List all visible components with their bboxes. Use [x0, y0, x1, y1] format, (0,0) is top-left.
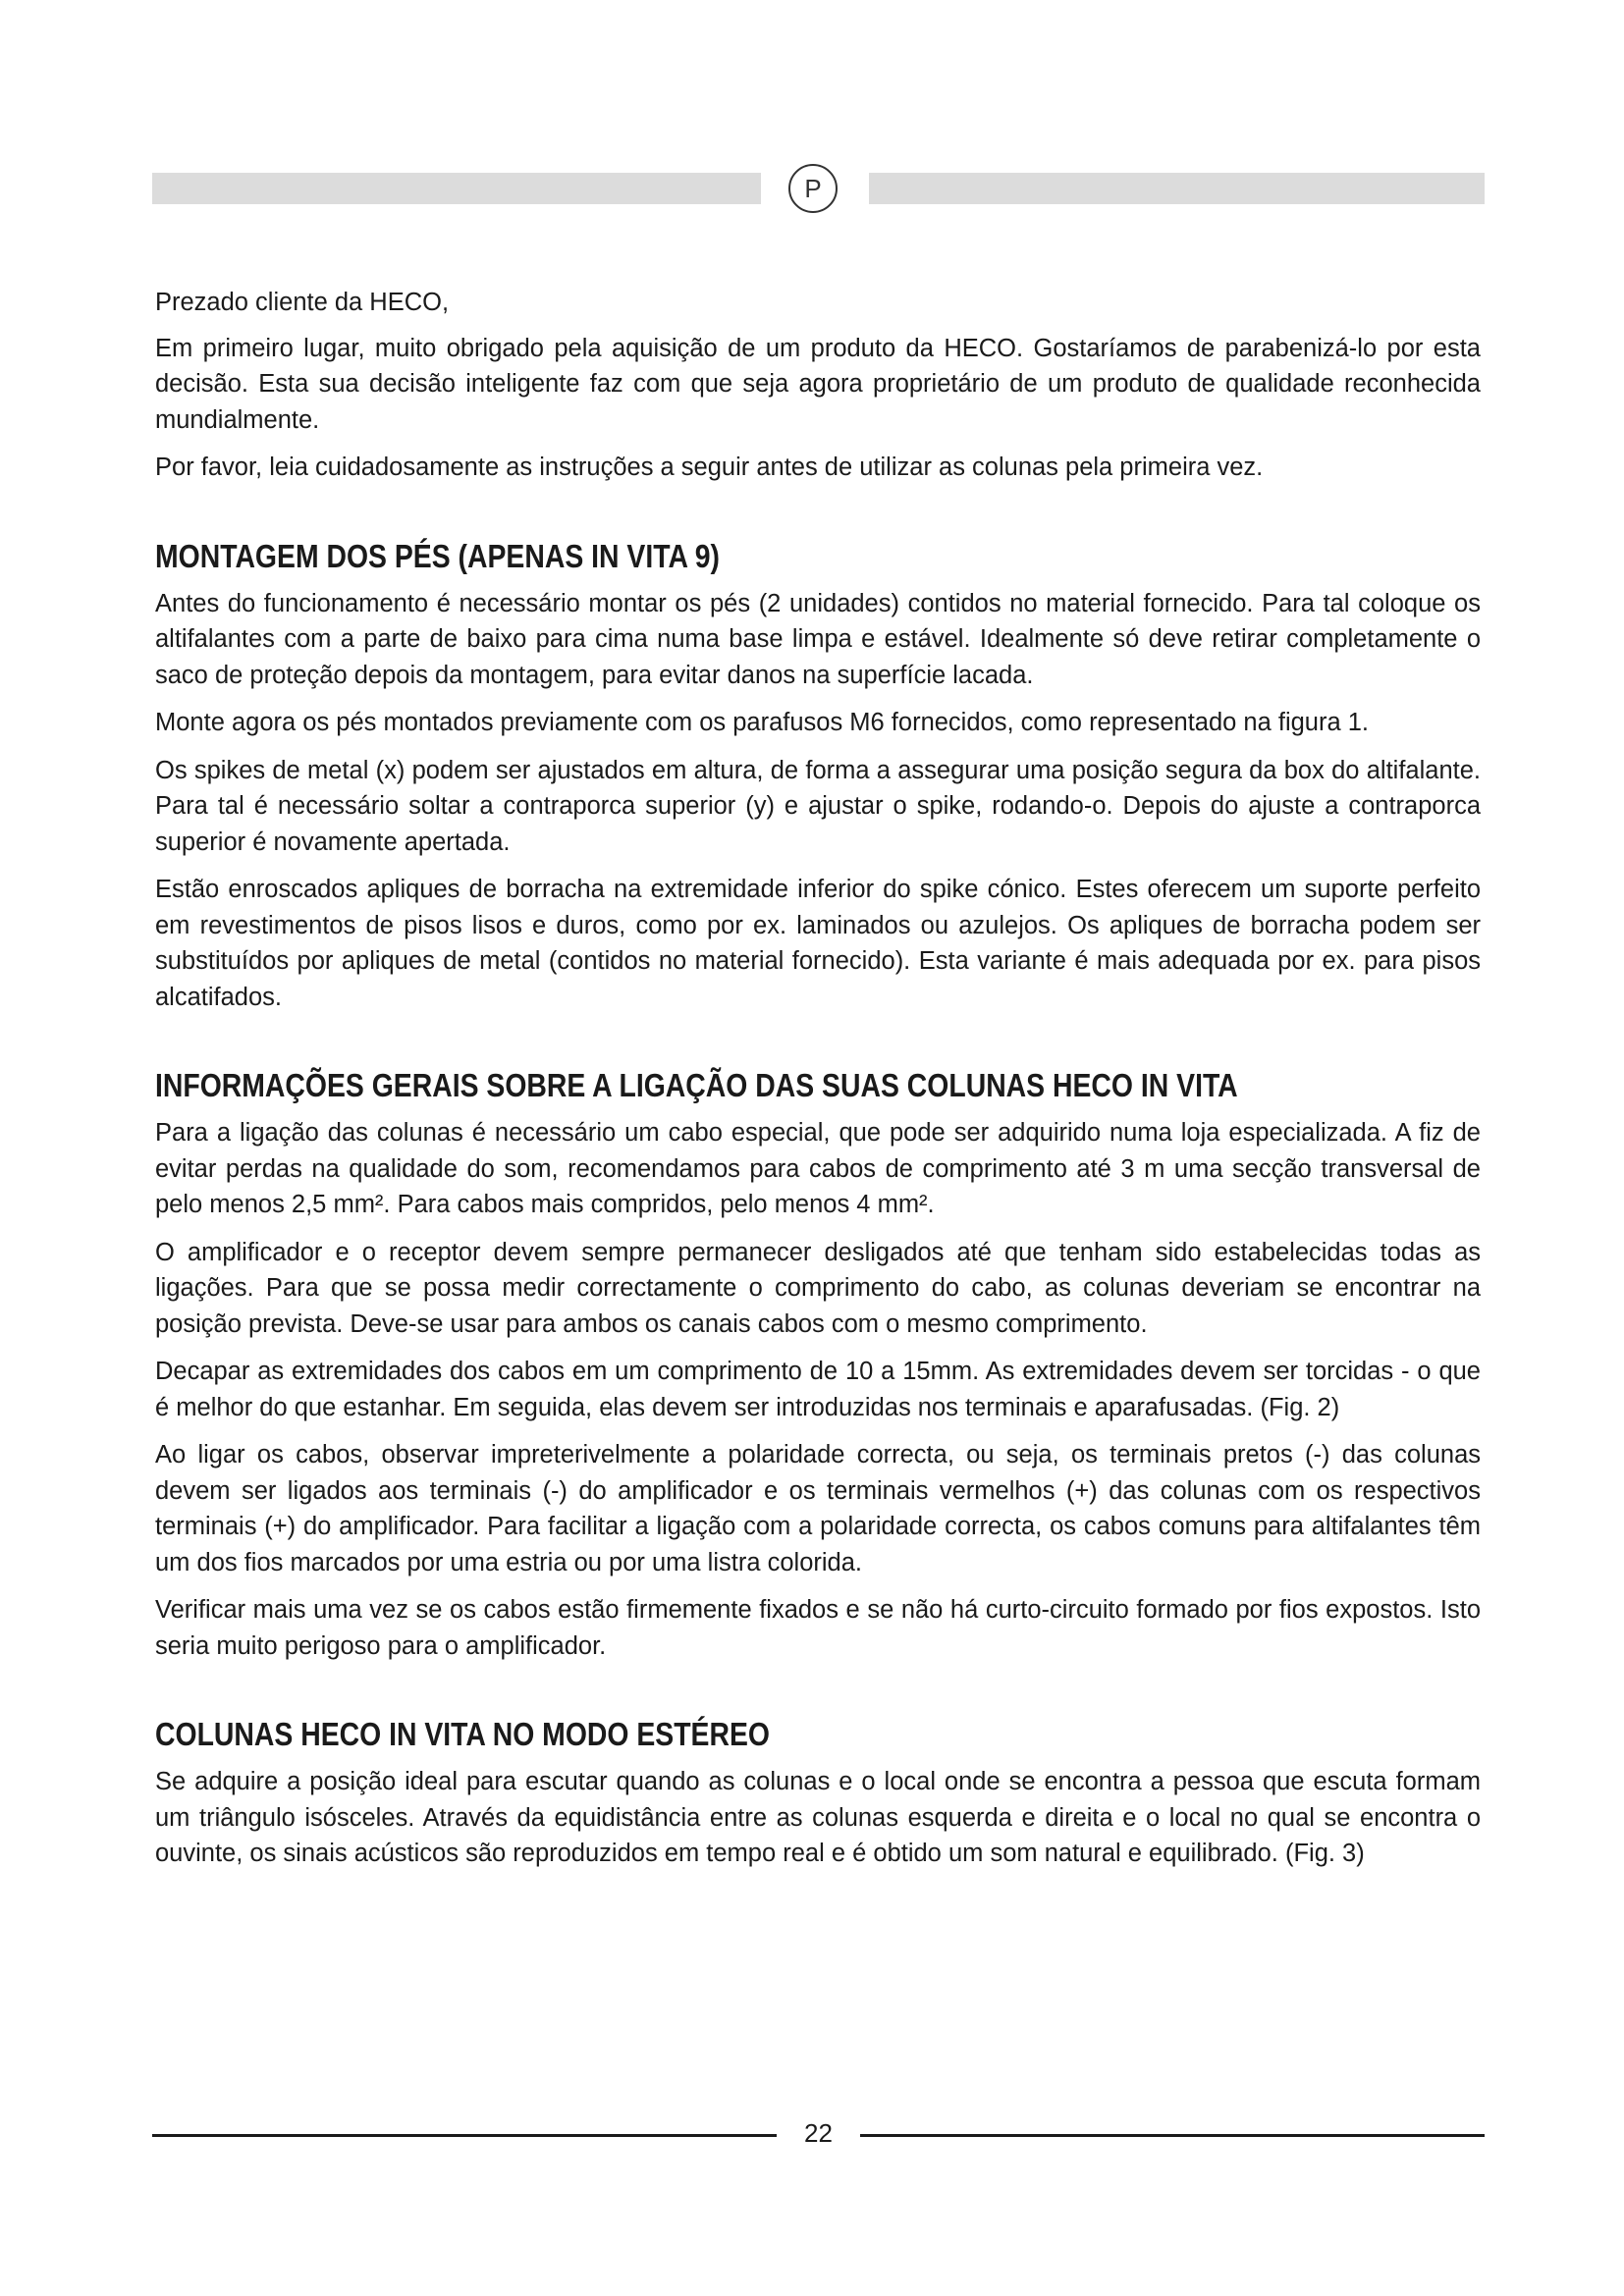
section-paragraph: Ao ligar os cabos, observar impreterivelmente a polaridade correcta, ou seja, os terminais pretos (-) das colunas devem ser ligados aos terminais (-) do amplificador e os terminais vermelhos (+) das colunas com os respectivos terminais (+) do amplificador. Para facilitar a ligação com a polaridade correcta, os cabos comuns para altifalantes têm um dos fios marcados por uma estria ou por uma listra colorida. [155, 1441, 1481, 1576]
header-bar-right [869, 173, 1485, 204]
section-paragraph: O amplificador e o receptor devem sempre permanecer desligados até que tenham sido estabelecidas todas as ligações. Para que se possa medir correctamente o comprimento do cabo, as colunas deveriam se encontrar na posição prevista. Deve-se usar para ambos os canais cabos com o mesmo comprimento. [155, 1238, 1481, 1338]
footer-rule-right [860, 2134, 1485, 2137]
section-paragraph: Estão enroscados apliques de borracha na extremidade inferior do spike cónico. Estes oferecem um suporte perfeito em revestimentos de pisos lisos e duros, como por ex. laminados ou azulejos. Os apliques de borracha podem ser substituídos por apliques de metal (contidos no material fornecido). Esta variante é mais adequada por ex. para pisos alcatifados. [155, 876, 1481, 1011]
section-paragraph: Decapar as extremidades dos cabos em um comprimento de 10 a 15mm. As extremidades devem ser torcidas - o que é melhor do que estanhar. Em seguida, elas devem ser introduzidas nos terminais e aparafusadas. (Fig. 2) [155, 1358, 1481, 1421]
language-badge [788, 164, 838, 213]
section-title-stereo-mode: COLUNAS HECO IN VITA NO MODO ESTÉREO [155, 1716, 770, 1752]
page-number: 22 [804, 2118, 833, 2148]
section-paragraph: Verificar mais uma vez se os cabos estão firmemente fixados e se não há curto-circuito formado por fios expostos. Isto seria muito perigoso para o amplificador. [155, 1596, 1481, 1660]
greeting: Prezado cliente da HECO, [155, 289, 450, 316]
intro-paragraph: Por favor, leia cuidadosamente as instruções a seguir antes de utilizar as colunas pela primeira vez. [155, 454, 1264, 481]
page-content [155, 285, 1481, 1884]
section-paragraph: Se adquire a posição ideal para escutar quando as colunas e o local onde se encontra a pessoa que escuta formam um triângulo isósceles. Através da equidistância entre as colunas esquerda e direita e o local no qual se encontra o ouvinte, os sinais acústicos são reproduzidos em tempo real e é obtido um som natural e equilibrado. (Fig. 3) [155, 1768, 1481, 1867]
section-paragraph: Monte agora os pés montados previamente com os parafusos M6 fornecidos, como representado na figura 1. [155, 709, 1370, 736]
footer-rule-left [152, 2134, 777, 2137]
section-title-feet-assembly: MONTAGEM DOS PÉS (APENAS IN VITA 9) [155, 537, 721, 574]
header-bar-left [152, 173, 761, 204]
intro-paragraph: Em primeiro lugar, muito obrigado pela aquisição de um produto da HECO. Gostaríamos de parabenizá-lo por esta decisão. Esta sua decisão inteligente faz com que seja agora proprietário de um produto de qualidade reconhecida mundialmente. [155, 334, 1481, 434]
language-badge-label: P [804, 173, 822, 203]
section-paragraph: Os spikes de metal (x) podem ser ajustados em altura, de forma a assegurar uma posição segura da box do altifalante. Para tal é necessário soltar a contraporca superior (y) e ajustar o spike, rodando-o. Depois do ajuste a contraporca superior é novamente apertada. [155, 756, 1481, 856]
section-paragraph: Antes do funcionamento é necessário montar os pés (2 unidades) contidos no material fornecido. Para tal coloque os altifalantes com a parte de baixo para cima numa base limpa e estável. Idealmente só deve retirar completamente o saco de proteção depois da montagem, para evitar danos na superfície lacada. [155, 589, 1481, 689]
section-title-connection-info: INFORMAÇÕES GERAIS SOBRE A LIGAÇÃO DAS SUAS COLUNAS HECO IN VITA [155, 1067, 1238, 1103]
section-paragraph: Para a ligação das colunas é necessário um cabo especial, que pode ser adquirido numa loja especializada. A fiz de evitar perdas na qualidade do som, recomendamos para cabos de comprimento até 3 m uma secção transversal de pelo menos 2,5 mm². Para cabos mais compridos, pelo menos 4 mm². [155, 1119, 1481, 1218]
